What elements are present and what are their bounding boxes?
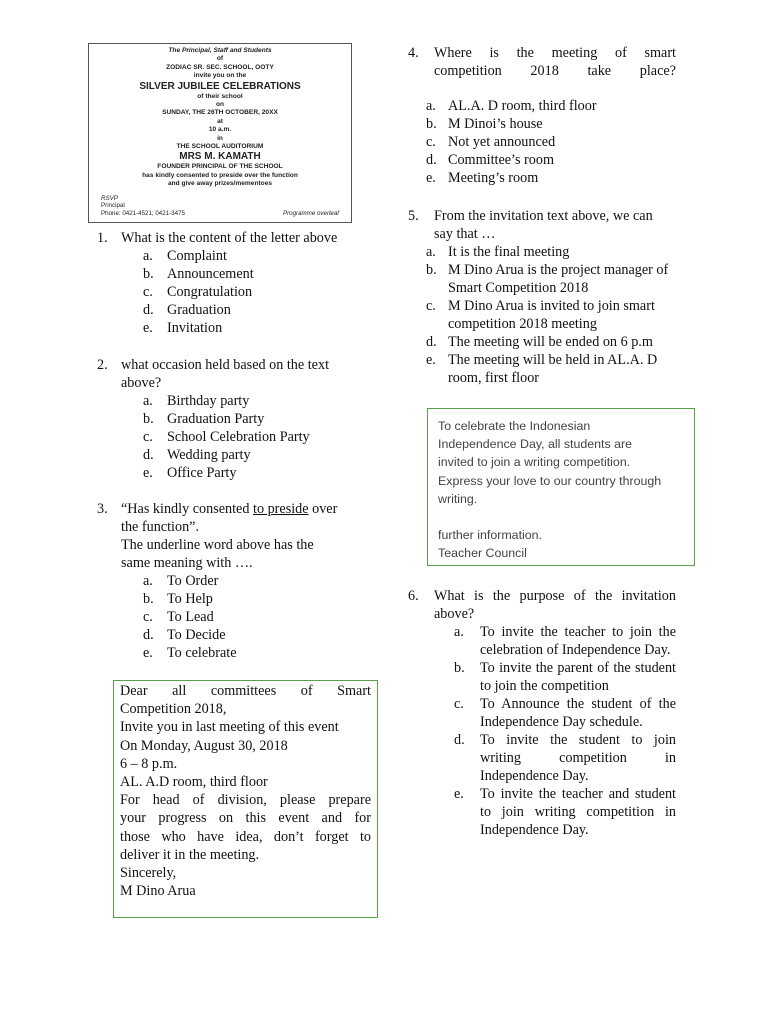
question-number: 3.: [97, 501, 108, 517]
invite-line: THE SCHOOL AUDITORIUM: [176, 143, 264, 151]
phone-label: Phone: 0421-4521; 0421-3475: [101, 210, 185, 218]
notice-spacer: [438, 508, 684, 526]
question-6: [408, 587, 676, 839]
question-text: what occasion held based on the text above?: [121, 357, 330, 391]
letter-line: Invite you in last meeting of this event: [120, 719, 339, 736]
option-a[interactable]: a. Complaint: [143, 248, 227, 264]
notice-line: Independence Day, all students are: [438, 437, 633, 452]
letter-line: 6 – 8 p.m.: [120, 755, 178, 772]
letter-line: Sincerely,: [120, 865, 177, 882]
independence-notice-box: [427, 408, 695, 566]
question-stem: [408, 587, 676, 623]
invite-name: MRS M. KAMATH: [179, 151, 261, 163]
letter-line: Competition 2018,: [120, 701, 227, 718]
option-e[interactable]: e. Meeting’s room: [426, 170, 539, 186]
invite-line: SUNDAY, THE 26TH OCTOBER, 20XX: [162, 109, 278, 117]
letter-line: those who have idea, don’t forget to: [120, 828, 371, 845]
options-list: [408, 623, 676, 839]
option-e[interactable]: e. To invite the teacher and student to join writing competition in Independence Day.: [454, 786, 676, 838]
option-a[interactable]: a. AL.A. D room, third floor: [426, 98, 597, 114]
letter-line: Dear all committees of Smart: [120, 683, 371, 699]
options-list: [408, 97, 676, 187]
letter-line: For head of division, please prepare: [120, 792, 371, 809]
invite-line: of their school: [197, 92, 243, 100]
letter-line: your progress on this event and for: [120, 810, 371, 827]
option-c[interactable]: c. Not yet announced: [426, 134, 556, 150]
invitation-card: [88, 43, 352, 223]
question-2: [97, 356, 377, 482]
question-number: 2.: [97, 357, 108, 373]
invite-line: and give away prizes/mementoes: [167, 180, 273, 188]
question-stem: [408, 44, 676, 80]
notice-line: To celebrate the Indonesian: [438, 419, 591, 433]
notice-signature: Teacher Council: [438, 546, 527, 561]
invite-line: 10 a.m.: [208, 126, 232, 134]
question-text: Where is the meeting of smart competition 2018 take place?: [434, 45, 676, 79]
principal-label: Principal: [101, 202, 125, 210]
underlined-word: to preside: [253, 501, 309, 517]
options-list: [408, 243, 676, 387]
question-text: What is the purpose of the invitation above?: [434, 588, 676, 622]
invite-line: The Principal, Staff and Students: [168, 47, 272, 54]
question-5: [408, 207, 676, 387]
option-c[interactable]: c. School Celebration Party: [143, 429, 310, 445]
options-list: [97, 392, 377, 482]
option-d[interactable]: d. Committee’s room: [426, 152, 555, 168]
option-e[interactable]: e. Invitation: [143, 320, 223, 336]
option-a[interactable]: a. To invite the teacher to join the celebration of Independence Day.: [454, 624, 676, 658]
question-stem: [97, 229, 377, 247]
option-a[interactable]: a. It is the final meeting: [426, 244, 570, 260]
option-b[interactable]: b. To Help: [143, 591, 213, 607]
option-a[interactable]: a. Birthday party: [143, 393, 250, 409]
invite-rsvp: [101, 195, 185, 218]
letter-line: On Monday, August 30, 2018: [120, 737, 288, 754]
option-b[interactable]: b. M Dino Arua is the project manager of Smart Competition 2018: [426, 262, 669, 296]
option-b[interactable]: b. To invite the parent of the student to join the competition: [454, 660, 676, 694]
overleaf-label: Programme overleaf: [282, 209, 339, 217]
question-stem: [97, 500, 377, 572]
invite-title: SILVER JUBILEE CELEBRATIONS: [139, 80, 301, 92]
options-list: [97, 247, 377, 337]
invite-line: of: [216, 55, 224, 63]
option-d[interactable]: d. Graduation: [143, 302, 231, 318]
invite-line: invite you on the: [193, 72, 247, 80]
letter-line: deliver it in the meeting.: [120, 846, 260, 863]
letter-line: AL. A.D room, third floor: [120, 774, 268, 791]
notice-line: invited to join a writing competition.: [438, 455, 631, 470]
option-b[interactable]: b. Graduation Party: [143, 411, 265, 427]
options-list: [97, 572, 377, 662]
option-d[interactable]: d. To Decide: [143, 627, 226, 643]
option-d[interactable]: d. To invite the student to join writing competition in Independence Day.: [454, 732, 676, 784]
option-c[interactable]: c. M Dino Arua is invited to join smart competition 2018 meeting: [426, 298, 655, 332]
option-b[interactable]: b. Announcement: [143, 266, 254, 282]
option-d[interactable]: d. Wedding party: [143, 447, 251, 463]
notice-line: writing.: [438, 491, 478, 506]
question-stem: [408, 207, 676, 243]
option-c[interactable]: c. To Lead: [143, 609, 214, 625]
option-c[interactable]: c. Congratulation: [143, 284, 253, 300]
option-e[interactable]: e. The meeting will be held in AL.A. D room, first floor: [426, 352, 658, 386]
question-1: [97, 229, 377, 337]
question-number: 4.: [408, 45, 419, 61]
question-number: 1.: [97, 230, 108, 246]
option-e[interactable]: e. Office Party: [143, 465, 237, 481]
invite-line: in: [217, 134, 223, 142]
question-number: 6.: [408, 588, 419, 604]
option-e[interactable]: e. To celebrate: [143, 645, 237, 661]
question-number: 5.: [408, 208, 419, 224]
notice-line: further information.: [438, 528, 542, 543]
notice-line: Express your love to our country through: [438, 473, 662, 488]
option-a[interactable]: a. To Order: [143, 573, 219, 589]
question-text: What is the content of the letter above: [121, 230, 338, 246]
option-c[interactable]: c. To Announce the student of the Independence Day schedule.: [454, 696, 676, 730]
invite-line: on: [215, 101, 225, 109]
question-3: [97, 500, 377, 662]
question-stem: [97, 356, 377, 392]
meeting-letter-box: [113, 680, 378, 918]
invite-line: ZODIAC SR. SEC. SCHOOL, OOTY: [166, 63, 274, 71]
letter-signature: M Dino Arua: [120, 883, 196, 900]
question-4: [408, 44, 676, 187]
invite-line: has kindly consented to preside over the function: [142, 171, 298, 179]
option-d[interactable]: d. The meeting will be ended on 6 p.m: [426, 334, 653, 350]
invite-line: FOUNDER PRINCIPAL OF THE SCHOOL: [157, 163, 283, 171]
option-b[interactable]: b. M Dinoi’s house: [426, 116, 543, 132]
question-text: “Has kindly consented to preside over the function”. The underline word above has the same meaning with ….: [121, 501, 338, 571]
invite-line: at: [217, 117, 223, 125]
question-text: From the invitation text above, we can say that …: [434, 208, 653, 242]
rsvp-label: RSVP: [101, 194, 118, 202]
